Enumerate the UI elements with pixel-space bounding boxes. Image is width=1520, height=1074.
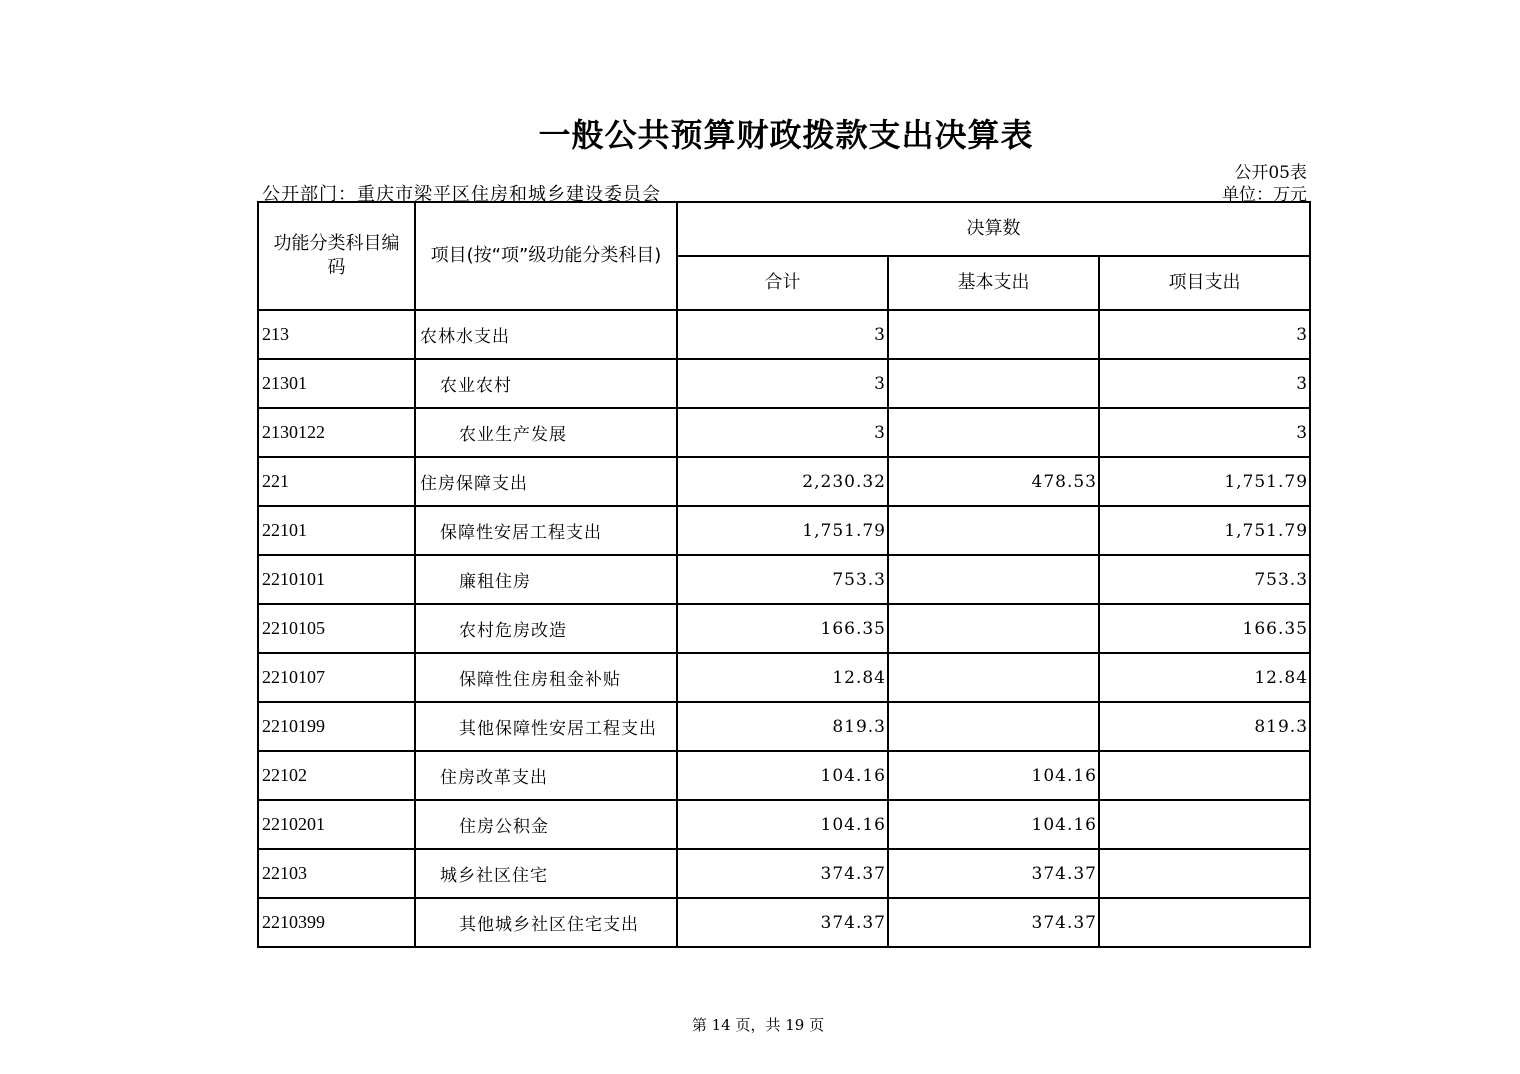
row-basic: 104.16 <box>888 800 1099 849</box>
row-basic <box>888 310 1099 359</box>
table-row <box>258 310 1310 359</box>
row-project <box>1099 751 1310 800</box>
row-total: 104.16 <box>677 800 888 849</box>
row-item-name: 其他城乡社区住宅支出 <box>415 898 677 947</box>
row-code: 22101 <box>258 506 415 555</box>
row-code: 2210101 <box>258 555 415 604</box>
row-total: 374.37 <box>677 898 888 947</box>
unit-label: 单位：万元 <box>1222 185 1307 205</box>
row-total: 12.84 <box>677 653 888 702</box>
row-project <box>1099 849 1310 898</box>
table-row <box>258 604 1310 653</box>
row-basic: 104.16 <box>888 751 1099 800</box>
row-code: 2210105 <box>258 604 415 653</box>
row-item-name: 廉租住房 <box>415 555 677 604</box>
row-basic <box>888 506 1099 555</box>
row-code: 2210201 <box>258 800 415 849</box>
row-code: 213 <box>258 310 415 359</box>
form-number: 公开05表 <box>1234 163 1307 183</box>
row-basic <box>888 555 1099 604</box>
header-group: 决算数 <box>677 202 1310 256</box>
page-title: 一般公共预算财政拨款支出决算表 <box>538 116 1034 154</box>
table-row <box>258 359 1310 408</box>
row-item-name: 农村危房改造 <box>415 604 677 653</box>
row-code: 221 <box>258 457 415 506</box>
row-code: 2210107 <box>258 653 415 702</box>
row-basic <box>888 653 1099 702</box>
row-total: 753.3 <box>677 555 888 604</box>
row-item-name: 住房改革支出 <box>415 751 677 800</box>
table-row <box>258 506 1310 555</box>
row-project <box>1099 800 1310 849</box>
table-row <box>258 408 1310 457</box>
row-code: 2130122 <box>258 408 415 457</box>
row-total: 3 <box>677 408 888 457</box>
row-total: 819.3 <box>677 702 888 751</box>
row-total: 3 <box>677 359 888 408</box>
row-basic: 374.37 <box>888 898 1099 947</box>
row-basic: 374.37 <box>888 849 1099 898</box>
row-code: 22103 <box>258 849 415 898</box>
row-item-name: 农业生产发展 <box>415 408 677 457</box>
row-total: 1,751.79 <box>677 506 888 555</box>
table-row <box>258 849 1310 898</box>
row-code: 2210199 <box>258 702 415 751</box>
row-total: 3 <box>677 310 888 359</box>
table-row <box>258 555 1310 604</box>
row-item-name: 农林水支出 <box>415 310 677 359</box>
row-item-name: 其他保障性安居工程支出 <box>415 702 677 751</box>
row-total: 374.37 <box>677 849 888 898</box>
row-total: 104.16 <box>677 751 888 800</box>
row-code: 22102 <box>258 751 415 800</box>
row-project: 166.35 <box>1099 604 1310 653</box>
row-basic <box>888 359 1099 408</box>
table-row <box>258 800 1310 849</box>
row-item-name: 农业农村 <box>415 359 677 408</box>
row-project: 3 <box>1099 310 1310 359</box>
row-basic <box>888 408 1099 457</box>
row-code: 21301 <box>258 359 415 408</box>
row-total: 166.35 <box>677 604 888 653</box>
row-basic: 478.53 <box>888 457 1099 506</box>
row-project: 1,751.79 <box>1099 506 1310 555</box>
header-code: 功能分类科目编码 <box>258 202 415 310</box>
row-project: 12.84 <box>1099 653 1310 702</box>
table-row <box>258 653 1310 702</box>
row-item-name: 住房保障支出 <box>415 457 677 506</box>
row-item-name: 保障性安居工程支出 <box>415 506 677 555</box>
row-project: 819.3 <box>1099 702 1310 751</box>
row-project <box>1099 898 1310 947</box>
table-row <box>258 702 1310 751</box>
department-label: 公开部门：重庆市梁平区住房和城乡建设委员会 <box>262 184 661 205</box>
header-total: 合计 <box>677 256 888 310</box>
row-project: 3 <box>1099 408 1310 457</box>
expenditure-table <box>257 201 1311 948</box>
row-code: 2210399 <box>258 898 415 947</box>
header-project: 项目支出 <box>1099 256 1310 310</box>
row-item-name: 保障性住房租金补贴 <box>415 653 677 702</box>
table-row <box>258 898 1310 947</box>
row-project: 753.3 <box>1099 555 1310 604</box>
row-basic <box>888 702 1099 751</box>
row-item-name: 住房公积金 <box>415 800 677 849</box>
header-item: 项目(按“项”级功能分类科目) <box>415 202 677 310</box>
row-project: 1,751.79 <box>1099 457 1310 506</box>
row-basic <box>888 604 1099 653</box>
table-row <box>258 457 1310 506</box>
header-basic: 基本支出 <box>888 256 1099 310</box>
row-project: 3 <box>1099 359 1310 408</box>
row-total: 2,230.32 <box>677 457 888 506</box>
row-item-name: 城乡社区住宅 <box>415 849 677 898</box>
table-row <box>258 751 1310 800</box>
page-footer: 第 14 页，共 19 页 <box>691 1016 825 1034</box>
